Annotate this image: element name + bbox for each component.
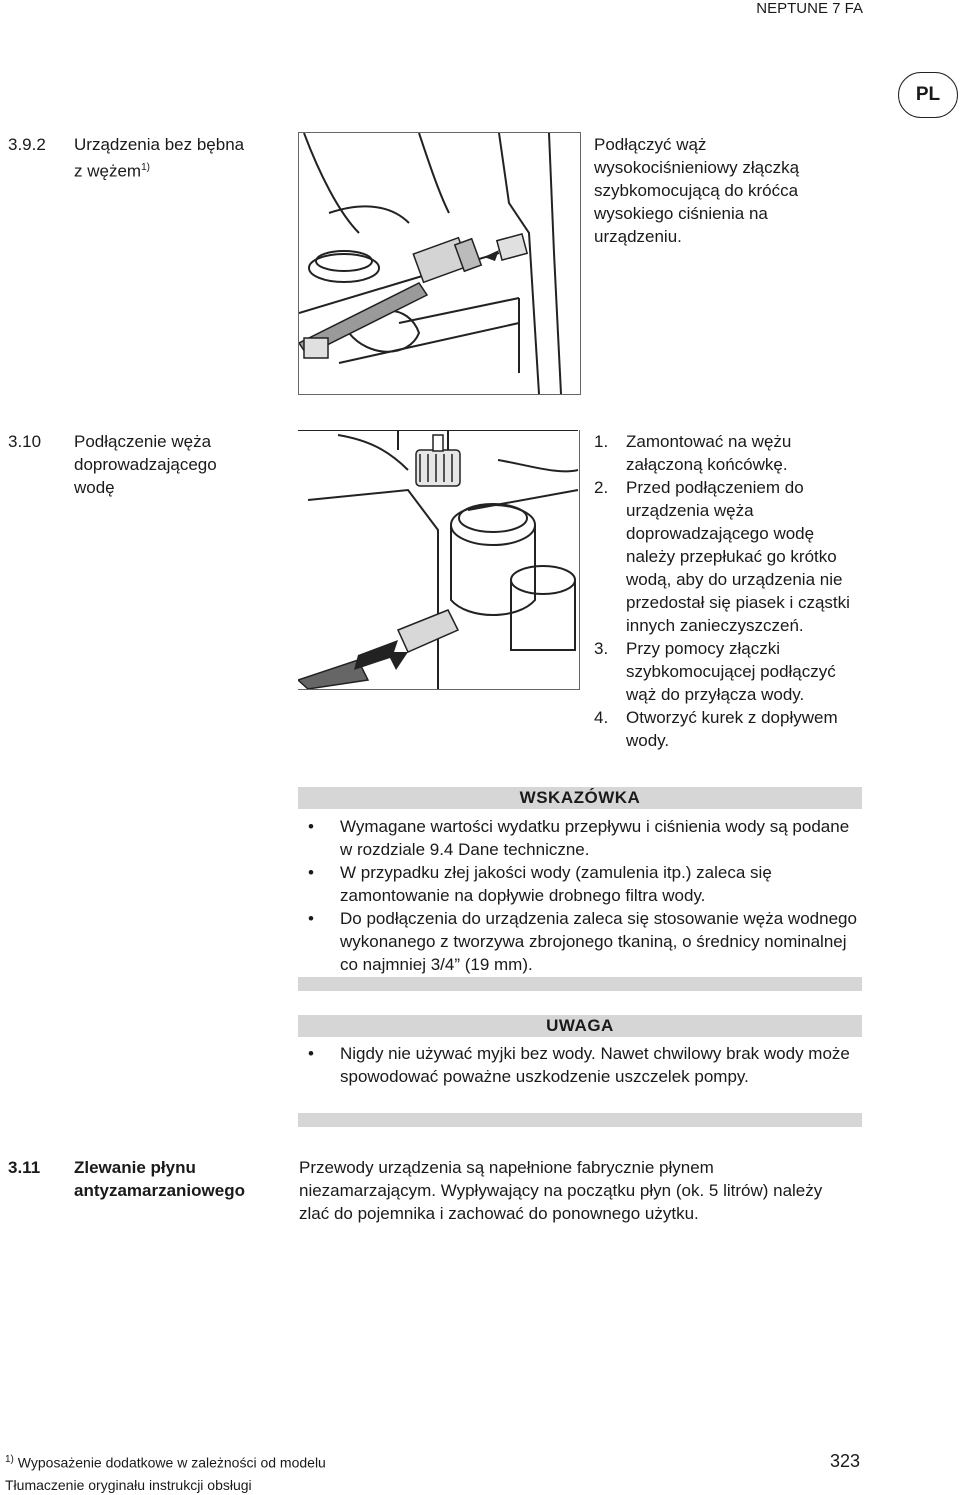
step-item [594, 430, 864, 476]
note-end-bar [298, 977, 862, 991]
step-number: 1. [594, 432, 609, 451]
section-title-line2: z wężem [74, 161, 142, 181]
section-3-9-2-text: Podłączyć wąż wysokociśnieniowy złączką szybkomocującą do króćca wysokiego ciśnienia na urządzeniu. [594, 135, 800, 246]
caution-heading: UWAGA [298, 1015, 862, 1037]
footer-subtitle: Tłumaczenie oryginału instrukcji obsługi [5, 1477, 252, 1493]
step-item [594, 637, 864, 706]
step-item [594, 706, 864, 752]
section-title-3-10: Podłączenie węża doprowadzającego wodę [74, 432, 217, 497]
page-number: 323 [830, 1451, 861, 1471]
document-header-model: NEPTUNE 7 FA [756, 0, 863, 17]
section-title-3-9-2 [74, 133, 284, 183]
figure-water-inlet-illustration [298, 430, 579, 689]
note-item: • Wymagane wartości wydatku przepływu i ciśnienia wody są podane w rozdziale 9.4 Dane techniczne. [298, 815, 858, 861]
section-title-3-11: Zlewanie płynu antyzamarzaniowego [74, 1158, 245, 1200]
caution-item: • Nigdy nie używać myjki bez wody. Nawet chwilowy brak wody może spowodować poważne uszkodzenie uszczelek pompy. [298, 1042, 858, 1088]
caution-end-bar [298, 1113, 862, 1127]
water-connection-steps [594, 430, 864, 752]
footer-footnote [5, 1454, 326, 1471]
section-number-3-10: 3.10 [8, 432, 42, 451]
footnote-marker: 1) [141, 162, 150, 173]
note-item: • W przypadku złej jakości wody (zamulenia itp.) zaleca się zamontowanie na dopływie drobnego filtra wody. [298, 861, 858, 907]
caution-list [298, 1042, 858, 1088]
step-number: 4. [594, 708, 609, 727]
section-number-3-9-2: 3.9.2 [8, 135, 46, 154]
step-text: Przy pomocy złączki szybkomocującej podłączyć wąż do przyłącza wody. [626, 639, 836, 704]
footnote-marker: 1) [5, 1454, 14, 1465]
step-number: 3. [594, 639, 609, 658]
footnote-text: Wyposażenie dodatkowe w zależności od modelu [17, 1454, 326, 1471]
step-number: 2. [594, 478, 609, 497]
section-title-line1: Urządzenia bez bębna [74, 135, 245, 154]
section-number-3-11: 3.11 [8, 1158, 41, 1177]
note-item: • Do podłączenia do urządzenia zaleca się stosowanie węża wodnego wykonanego z tworzywa zbrojonego tkaniną, o średnicy nominalnej co najmniej 3/4” (19 mm). [298, 907, 858, 976]
figure-water-supply-connection [298, 430, 580, 690]
step-text: Otworzyć kurek z dopływem wody. [626, 708, 838, 750]
figure-high-pressure-hose-connection [298, 132, 581, 395]
figure-hose-illustration [299, 133, 580, 394]
language-badge: PL [898, 72, 958, 118]
step-text: Przed podłączeniem do urządzenia węża doprowadzającego wodę należy przepłukać go krótko wodą, aby do urządzenia nie przedostał się piasek i cząstki innych zanieczyszczeń. [626, 478, 850, 635]
note-list [298, 815, 858, 976]
step-item [594, 476, 864, 637]
step-text: Zamontować na wężu załączoną końcówkę. [626, 432, 792, 474]
section-3-11-text: Przewody urządzenia są napełnione fabrycznie płynem niezamarzającym. Wypływający na początku płyn (ok. 5 litrów) należy zlać do pojemnika i zachować do ponownego użytku. [299, 1158, 823, 1223]
note-heading: WSKAZÓWKA [298, 787, 862, 809]
